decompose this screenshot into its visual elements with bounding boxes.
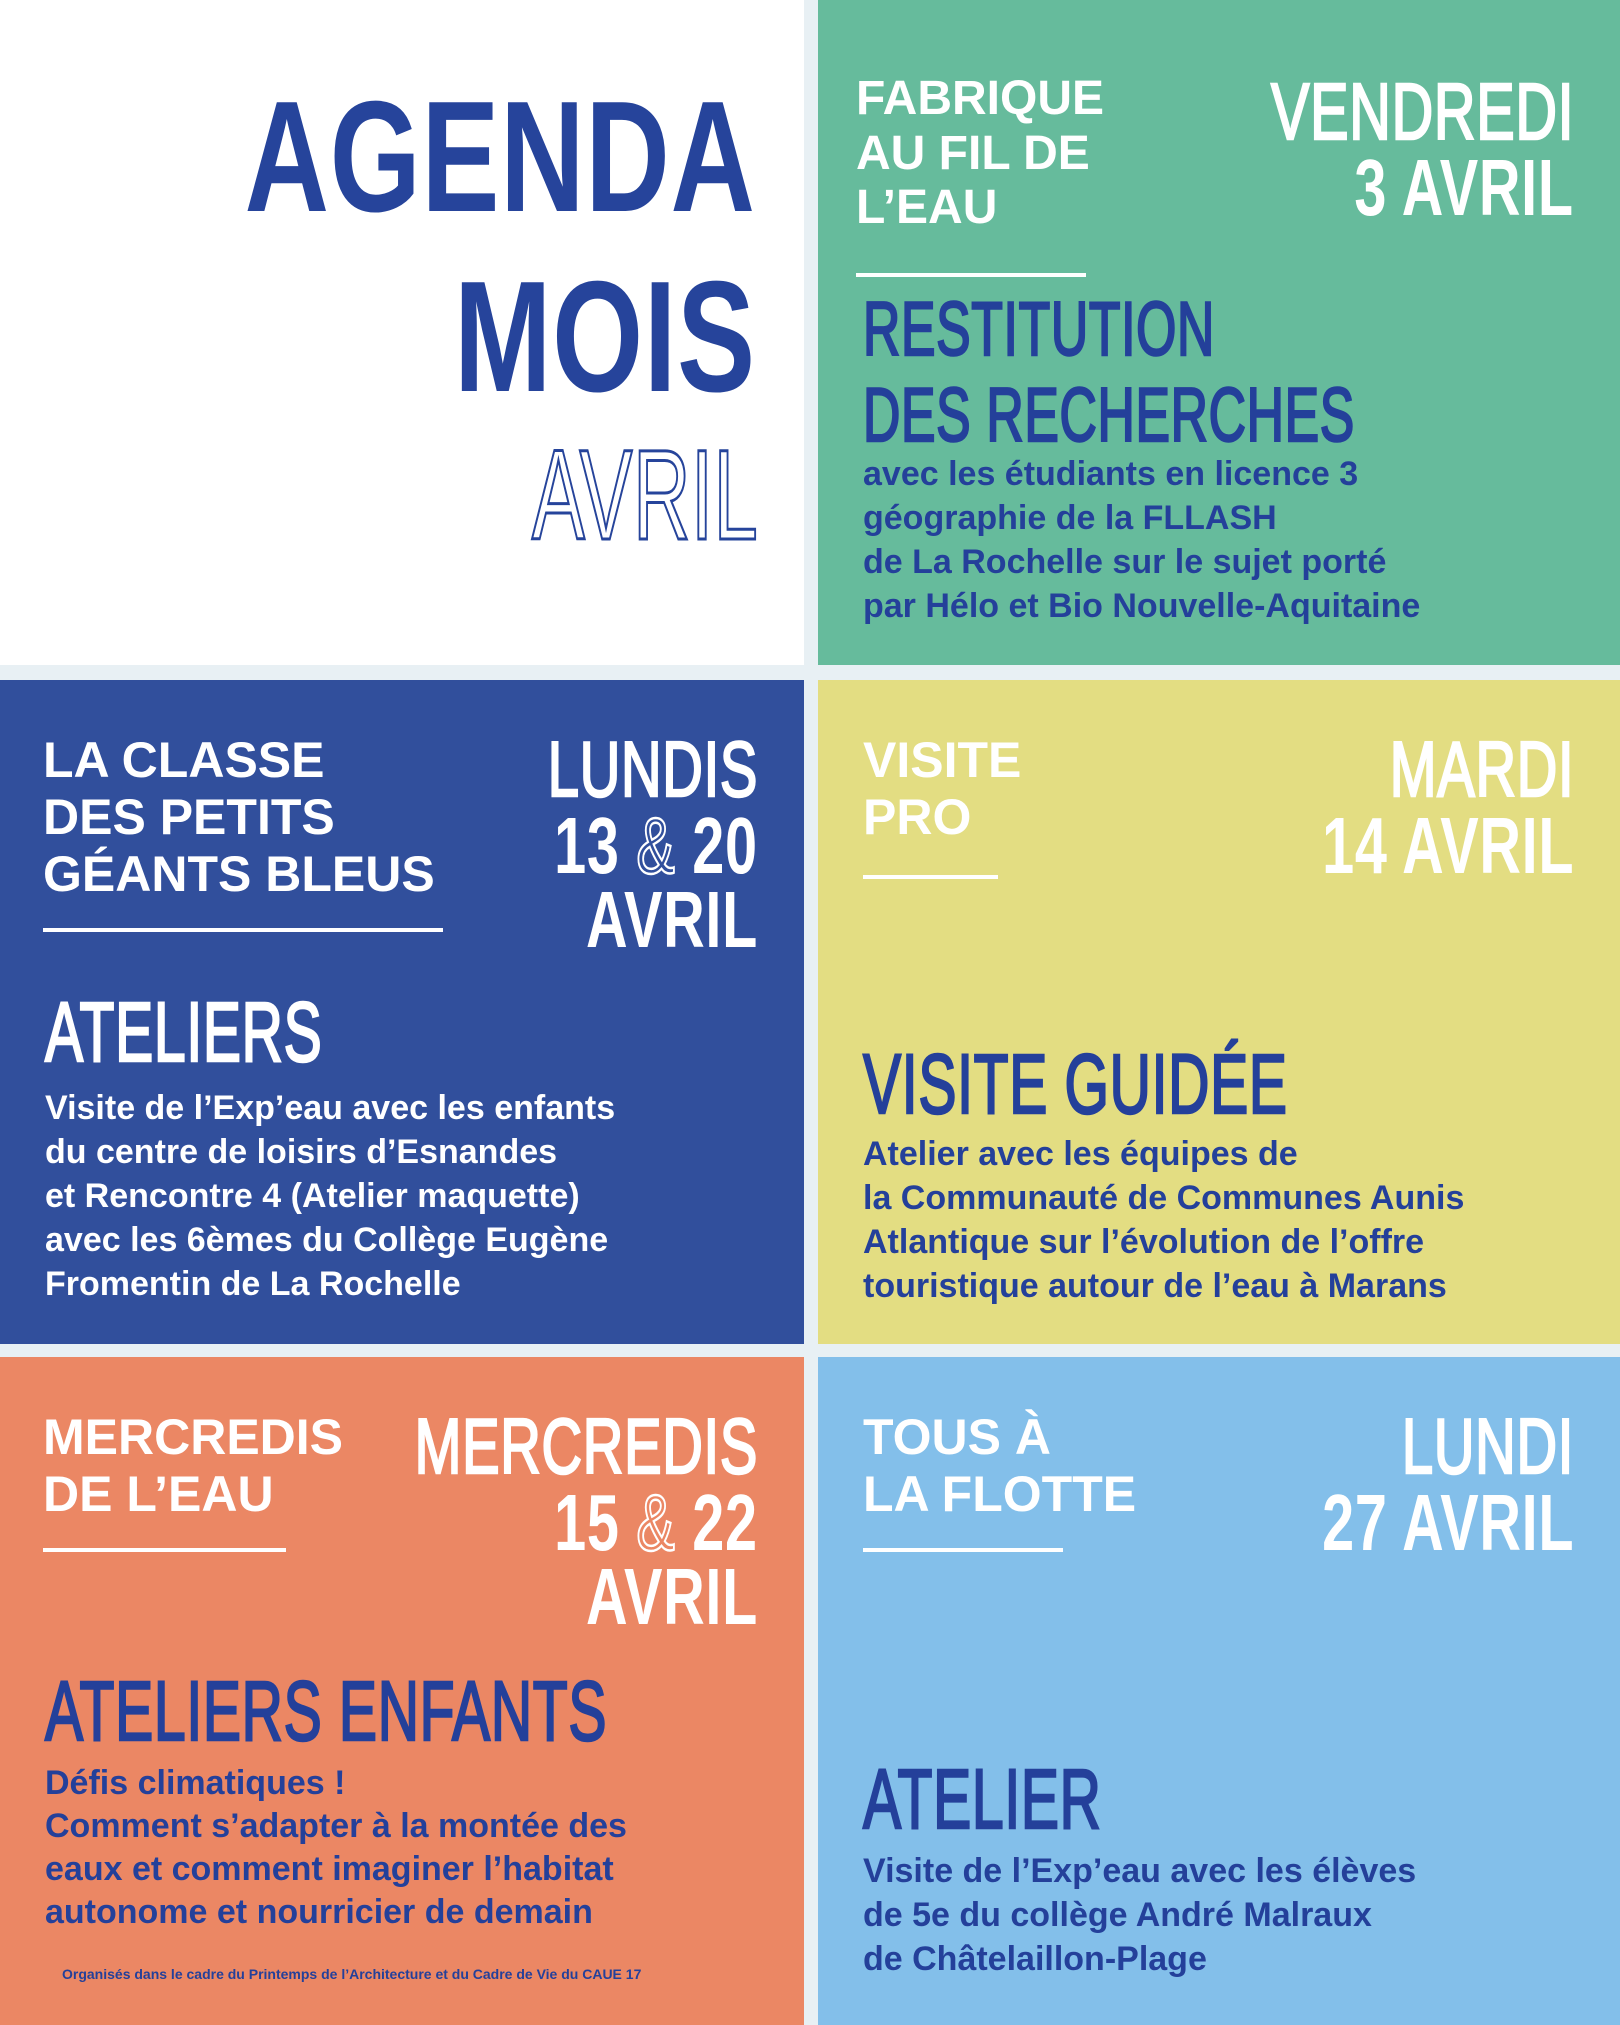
heading-underline	[43, 928, 443, 932]
event-day: MARDI	[1389, 725, 1574, 813]
event-date	[554, 801, 758, 890]
event-type: VISITE GUIDÉE	[863, 1037, 1288, 1131]
event-type: RESTITUTION	[863, 287, 1216, 372]
event-date: 14 AVRIL	[1321, 801, 1574, 890]
event-description: Défis climatiques ! Comment s’adapter à la montée des eaux et comment imaginer l’habitat autonome et nourricier de demain	[45, 1764, 627, 1931]
event-type: DES RECHERCHES	[863, 373, 1355, 458]
title-mois: MOIS	[454, 249, 756, 425]
event-description: Visite de l’Exp’eau avec les élèves de 5e du collège André Malraux de Châtelaillon-Plage	[863, 1852, 1417, 1978]
event-month: AVRIL	[585, 875, 758, 964]
date-first: 15	[554, 1478, 620, 1567]
event-day: MERCREDIS	[414, 1402, 758, 1490]
event-heading: FABRIQUE AU FIL DE L’EAU	[856, 72, 1105, 235]
event-type: ATELIERS ENFANTS	[45, 1664, 608, 1758]
event-month: AVRIL	[585, 1552, 758, 1641]
heading-underline	[863, 1548, 1063, 1552]
event-type: ATELIER	[863, 1752, 1102, 1846]
event-heading: LA CLASSE DES PETITS GÉANTS BLEUS	[43, 732, 435, 902]
date-first: 13	[554, 801, 620, 890]
heading-underline	[43, 1548, 286, 1552]
date-ampersand: &	[636, 1478, 676, 1567]
event-type: ATELIERS	[45, 985, 323, 1079]
event-description: Atelier avec les équipes de la Communauté de Communes Aunis Atlantique sur l’évolution de l’offre touristique autour de l’eau à Marans	[863, 1135, 1465, 1305]
event-heading: VISITE PRO	[863, 732, 1022, 845]
event-description: Visite de l’Exp’eau avec les enfants du centre de loisirs d’Esnandes et Rencontre 4 (Atelier maquette) avec les 6èmes du Collège Eugène Fromentin de La Rochelle	[45, 1089, 616, 1303]
event-day: LUNDI	[1401, 1402, 1574, 1490]
event-panel-visite	[818, 680, 1620, 1344]
date-second: 22	[692, 1478, 758, 1567]
event-panel-fabrique	[818, 0, 1620, 665]
footnote: Organisés dans le cadre du Printemps de l’Architecture et du Cadre de Vie du CAUE 17	[62, 1966, 642, 1982]
event-day: LUNDIS	[547, 725, 758, 813]
event-date: 3 AVRIL	[1354, 143, 1574, 232]
title-avril: AVRIL	[531, 424, 758, 567]
heading-underline	[863, 875, 998, 879]
event-panel-flotte	[818, 1357, 1620, 2025]
event-description: avec les étudiants en licence 3 géographie de la FLLASH de La Rochelle sur le sujet porté par Hélo et Bio Nouvelle-Aquitaine	[863, 455, 1421, 625]
event-date: 27 AVRIL	[1321, 1478, 1574, 1567]
event-date	[554, 1478, 758, 1567]
title-panel	[0, 0, 804, 665]
date-ampersand: &	[636, 801, 676, 890]
event-heading: MERCREDIS DE L’EAU	[43, 1409, 344, 1522]
event-heading: TOUS À LA FLOTTE	[863, 1409, 1137, 1522]
event-panel-classe	[0, 680, 804, 1344]
event-panel-mercredis	[0, 1357, 804, 2025]
title-agenda: AGENDA	[244, 69, 756, 245]
date-second: 20	[692, 801, 758, 890]
heading-underline	[856, 273, 1086, 277]
event-day: VENDREDI	[1270, 67, 1574, 156]
